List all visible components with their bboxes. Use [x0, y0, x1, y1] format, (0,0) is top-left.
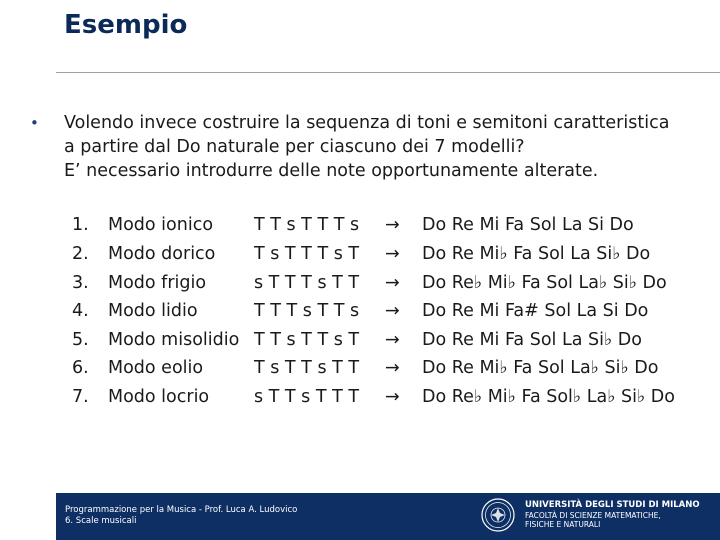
- university-seal-icon: [481, 498, 515, 532]
- bullet-text: [64, 111, 700, 183]
- faculty-name-line2: FISICHE E NATURALI: [525, 520, 601, 529]
- bullet-icon: •: [30, 114, 39, 132]
- mode-notes: Do Re Mi Fa Sol La Si♭ Do: [422, 330, 642, 350]
- mode-name: Modo dorico: [108, 244, 216, 264]
- mode-notes: Do Re Mi♭ Fa Sol La Si♭ Do: [422, 244, 651, 264]
- mode-sequence: s T T s T T T: [254, 387, 360, 407]
- bullet-paragraph: [30, 111, 700, 183]
- bullet-line: a partire dal Do naturale per ciascuno dei 7 modelli?: [64, 137, 525, 157]
- bullet-line: Volendo invece costruire la sequenza di toni e semitoni caratteristica: [64, 113, 670, 133]
- mode-sequence: s T T T s T T: [254, 273, 360, 293]
- university-logo: [481, 497, 719, 536]
- mode-name: Modo eolio: [108, 358, 204, 378]
- mode-sequence: T T s T T s T: [254, 330, 360, 350]
- mode-notes: Do Re Mi♭ Fa Sol La♭ Si♭ Do: [422, 358, 659, 378]
- arrow-icon: →: [385, 273, 400, 293]
- mode-notes: Do Re♭ Mi♭ Fa Sol La♭ Si♭ Do: [422, 273, 667, 293]
- mode-name: Modo misolidio: [108, 330, 240, 350]
- mode-number: 7.: [72, 387, 89, 407]
- mode-number: 4.: [72, 301, 89, 321]
- arrow-icon: →: [385, 301, 400, 321]
- bullet-line: E’ necessario introdurre delle note opportunamente alterate.: [64, 161, 599, 181]
- title-divider: [56, 72, 720, 73]
- arrow-icon: →: [385, 358, 400, 378]
- mode-notes: Do Re♭ Mi♭ Fa Sol♭ La♭ Si♭ Do: [422, 387, 675, 407]
- page-title: Esempio: [64, 10, 188, 40]
- mode-sequence: T s T T T s T: [254, 244, 360, 264]
- mode-sequence: T s T T s T T: [254, 358, 360, 378]
- arrow-icon: →: [385, 330, 400, 350]
- mode-number: 1.: [72, 215, 89, 235]
- mode-number: 3.: [72, 273, 89, 293]
- footer-bar: [56, 493, 720, 540]
- mode-number: 2.: [72, 244, 89, 264]
- university-name: UNIVERSITÀ DEGLI STUDI DI MILANO: [525, 500, 700, 510]
- footer-course-info: [65, 505, 297, 527]
- mode-notes: Do Re Mi Fa Sol La Si Do: [422, 215, 634, 235]
- mode-name: Modo lidio: [108, 301, 198, 321]
- arrow-icon: →: [385, 244, 400, 264]
- mode-name: Modo locrio: [108, 387, 210, 407]
- mode-notes: Do Re Mi Fa# Sol La Si Do: [422, 301, 649, 321]
- university-name-block: [525, 501, 700, 530]
- arrow-icon: →: [385, 215, 400, 235]
- mode-sequence: T T T s T T s: [254, 301, 360, 321]
- mode-name: Modo ionico: [108, 215, 214, 235]
- mode-number: 6.: [72, 358, 89, 378]
- mode-number: 5.: [72, 330, 89, 350]
- mode-name: Modo frigio: [108, 273, 207, 293]
- arrow-icon: →: [385, 387, 400, 407]
- footer-course-title: Programmazione per la Musica - Prof. Luca A. Ludovico: [65, 505, 298, 515]
- mode-sequence: T T s T T T s: [254, 215, 360, 235]
- faculty-name-line1: FACOLTÀ DI SCIENZE MATEMATICHE,: [525, 510, 661, 520]
- footer-lesson-title: 6. Scale musicali: [65, 516, 137, 526]
